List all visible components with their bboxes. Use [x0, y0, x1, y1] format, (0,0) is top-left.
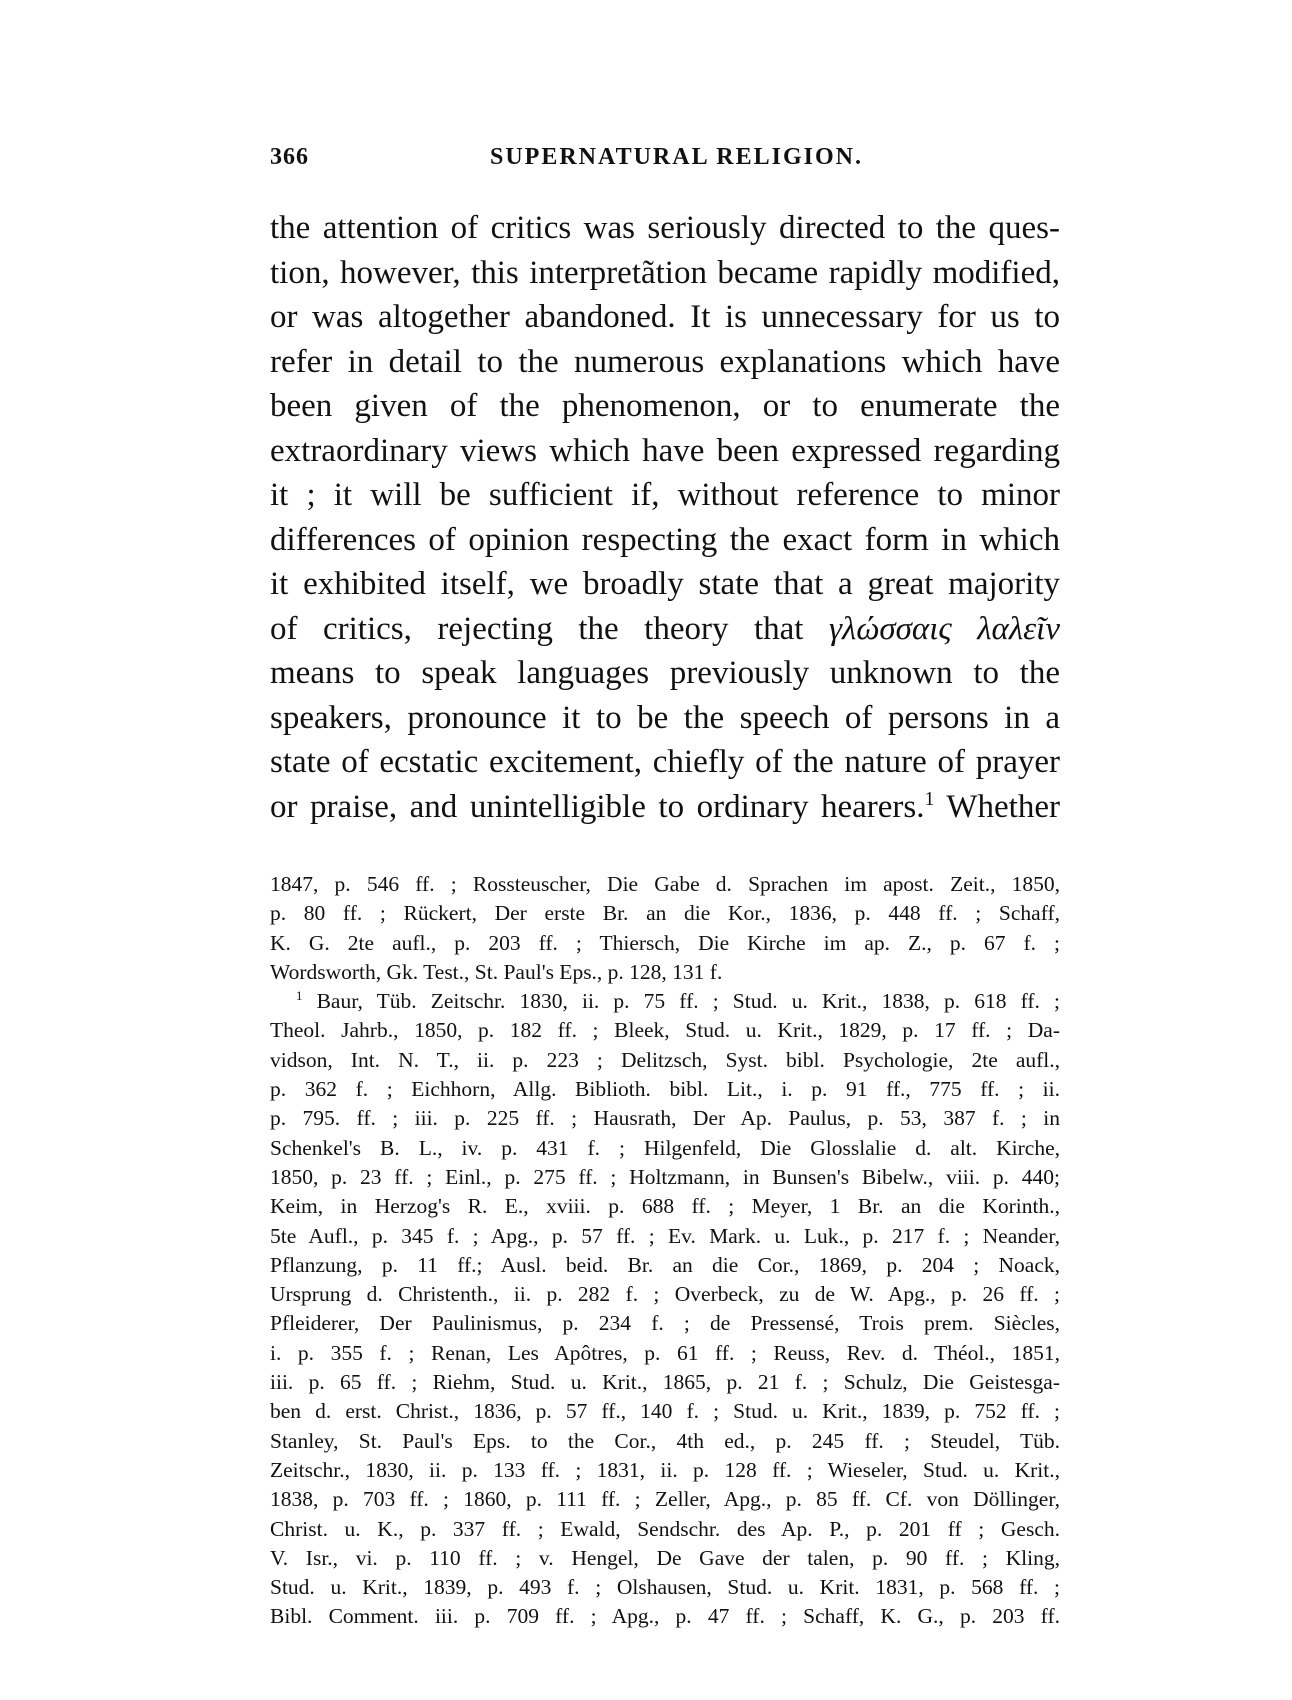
text-line: it ; it will be sufficient if, without reference to minor [270, 477, 1060, 513]
footnote-line: Bibl. Comment. iii. p. 709 ff. ; Apg., p. 47 ff. ; Schaff, K. G., p. 203 ff. [270, 1604, 1060, 1629]
footnote-line: Christ. u. K., p. 337 ff. ; Ewald, Sendschr. des Ap. P., p. 201 ff ; Gesch. [270, 1516, 1060, 1541]
text-line: differences of opinion respecting the exact form in which [270, 521, 1060, 558]
text-line: it exhibited itself, we broadly state that a great majority [270, 566, 1060, 602]
greek-phrase: γλώσσαις λαλεῖν [829, 610, 1060, 647]
text-line-start: or praise, and unintelligible to ordinary hearers. [270, 788, 925, 825]
footnote-line: V. Isr., vi. p. 110 ff. ; v. Hengel, De Gave der talen, p. 90 ff. ; Kling, [270, 1545, 1060, 1570]
footnote-line: p. 362 f. ; Eichhorn, Allg. Biblioth. bibl. Lit., i. p. 91 ff., 775 ff. ; ii. [270, 1077, 1060, 1102]
footnote-line: Ursprung d. Christenth., ii. p. 282 f. ; Overbeck, zu de W. Apg., p. 26 ff. ; [270, 1282, 1060, 1307]
text-line-with-greek [270, 607, 1060, 652]
footnotes [270, 870, 1060, 1632]
footnote-line: 1838, p. 703 ff. ; 1860, p. 111 ff. ; Zeller, Apg., p. 85 ff. Cf. von Döllinger, [270, 1487, 1060, 1512]
footnote-line: 5te Aufl., p. 345 f. ; Apg., p. 57 ff. ; Ev. Mark. u. Luk., p. 217 f. ; Neander, [270, 1223, 1060, 1248]
text-line: tion, however, this interpretãtion became rapidly modified, [270, 254, 1060, 291]
text-line: extraordinary views which have been expressed regarding [270, 432, 1060, 469]
text-line-final [270, 785, 1060, 830]
running-title: SUPERNATURAL RELIGION. [490, 144, 863, 170]
footnote-line: i. p. 355 f. ; Renan, Les Apôtres, p. 61 ff. ; Reuss, Rev. d. Théol., 1851, [270, 1340, 1060, 1365]
footnote-number: 1 [296, 989, 303, 1004]
footnote-line: Stanley, St. Paul's Eps. to the Cor., 4th ed., p. 245 ff. ; Steudel, Tüb. [270, 1428, 1060, 1453]
footnote-marker: 1 [924, 787, 935, 810]
footnote-line: Stud. u. Krit., 1839, p. 493 f. ; Olshausen, Stud. u. Krit. 1831, p. 568 ff. ; [270, 1575, 1060, 1600]
footnote-line: Pfleiderer, Der Paulinismus, p. 234 f. ; de Pressensé, Trois prem. Siècles, [270, 1311, 1060, 1336]
footnote-line: K. G. 2te aufl., p. 203 ff. ; Thiersch, Die Kirche im ap. Z., p. 67 f. ; [270, 930, 1060, 955]
page-header [270, 144, 1060, 174]
text-line: been given of the phenomenon, or to enumerate the [270, 388, 1060, 424]
text-line: the attention of critics was seriously directed to the ques- [270, 210, 1060, 246]
footnote-line: p. 80 ff. ; Rückert, Der erste Br. an die Kor., 1836, p. 448 ff. ; Schaff, [270, 901, 1060, 926]
text-line: speakers, pronounce it to be the speech of persons in a [270, 699, 1060, 736]
text-line: refer in detail to the numerous explanations which have [270, 343, 1060, 380]
footnote-line: ben d. erst. Christ., 1836, p. 57 ff., 140 f. ; Stud. u. Krit., 1839, p. 752 ff. ; [270, 1399, 1060, 1424]
footnote-line: 1850, p. 23 ff. ; Einl., p. 275 ff. ; Holtzmann, in Bunsen's Bibelw., viii. p. 440; [270, 1164, 1060, 1189]
footnote-line: Wordsworth, Gk. Test., St. Paul's Eps., p. 128, 131 f. [270, 959, 723, 984]
footnote-line: 1847, p. 546 ff. ; Rossteuscher, Die Gabe d. Sprachen im apost. Zeit., 1850, [270, 872, 1060, 896]
footnote-text: Baur, Tüb. Zeitschr. 1830, ii. p. 75 ff. ; Stud. u. Krit., 1838, p. 618 ff. ; [316, 989, 1060, 1014]
footnote-line: vidson, Int. N. T., ii. p. 223 ; Delitzsch, Syst. bibl. Psychologie, 2te aufl., [270, 1047, 1060, 1072]
text-line-start: of critics, rejecting the theory that [270, 610, 804, 647]
footnote-line: Schenkel's B. L., iv. p. 431 f. ; Hilgenfeld, Die Glosslalie d. alt. Kirche, [270, 1135, 1060, 1160]
footnote-line: Theol. Jahrb., 1850, p. 182 ff. ; Bleek, Stud. u. Krit., 1829, p. 17 ff. ; Da- [270, 1018, 1060, 1043]
footnote-line: p. 795. ff. ; iii. p. 225 ff. ; Hausrath, Der Ap. Paulus, p. 53, 387 f. ; in [270, 1106, 1060, 1131]
footnote-line: Pflanzung, p. 11 ff.; Ausl. beid. Br. an die Cor., 1869, p. 204 ; Noack, [270, 1252, 1060, 1277]
footnote-line: iii. p. 65 ff. ; Riehm, Stud. u. Krit., 1865, p. 21 f. ; Schulz, Die Geistesga- [270, 1370, 1060, 1395]
main-text [270, 206, 1060, 829]
text-line: state of ecstatic excitement, chiefly of the nature of prayer [270, 744, 1060, 780]
text-line: or was altogether abandoned. It is unnecessary for us to [270, 299, 1060, 335]
footnote-line: Zeitschr., 1830, ii. p. 133 ff. ; 1831, ii. p. 128 ff. ; Wieseler, Stud. u. Krit., [270, 1457, 1060, 1482]
page-number: 366 [270, 144, 309, 170]
footnote-line-start [270, 987, 1060, 1016]
catchword: Whether [946, 788, 1060, 825]
footnote-line: Keim, in Herzog's R. E., xviii. p. 688 ff. ; Meyer, 1 Br. an die Korinth., [270, 1194, 1060, 1219]
text-line: means to speak languages previously unknown to the [270, 655, 1060, 691]
